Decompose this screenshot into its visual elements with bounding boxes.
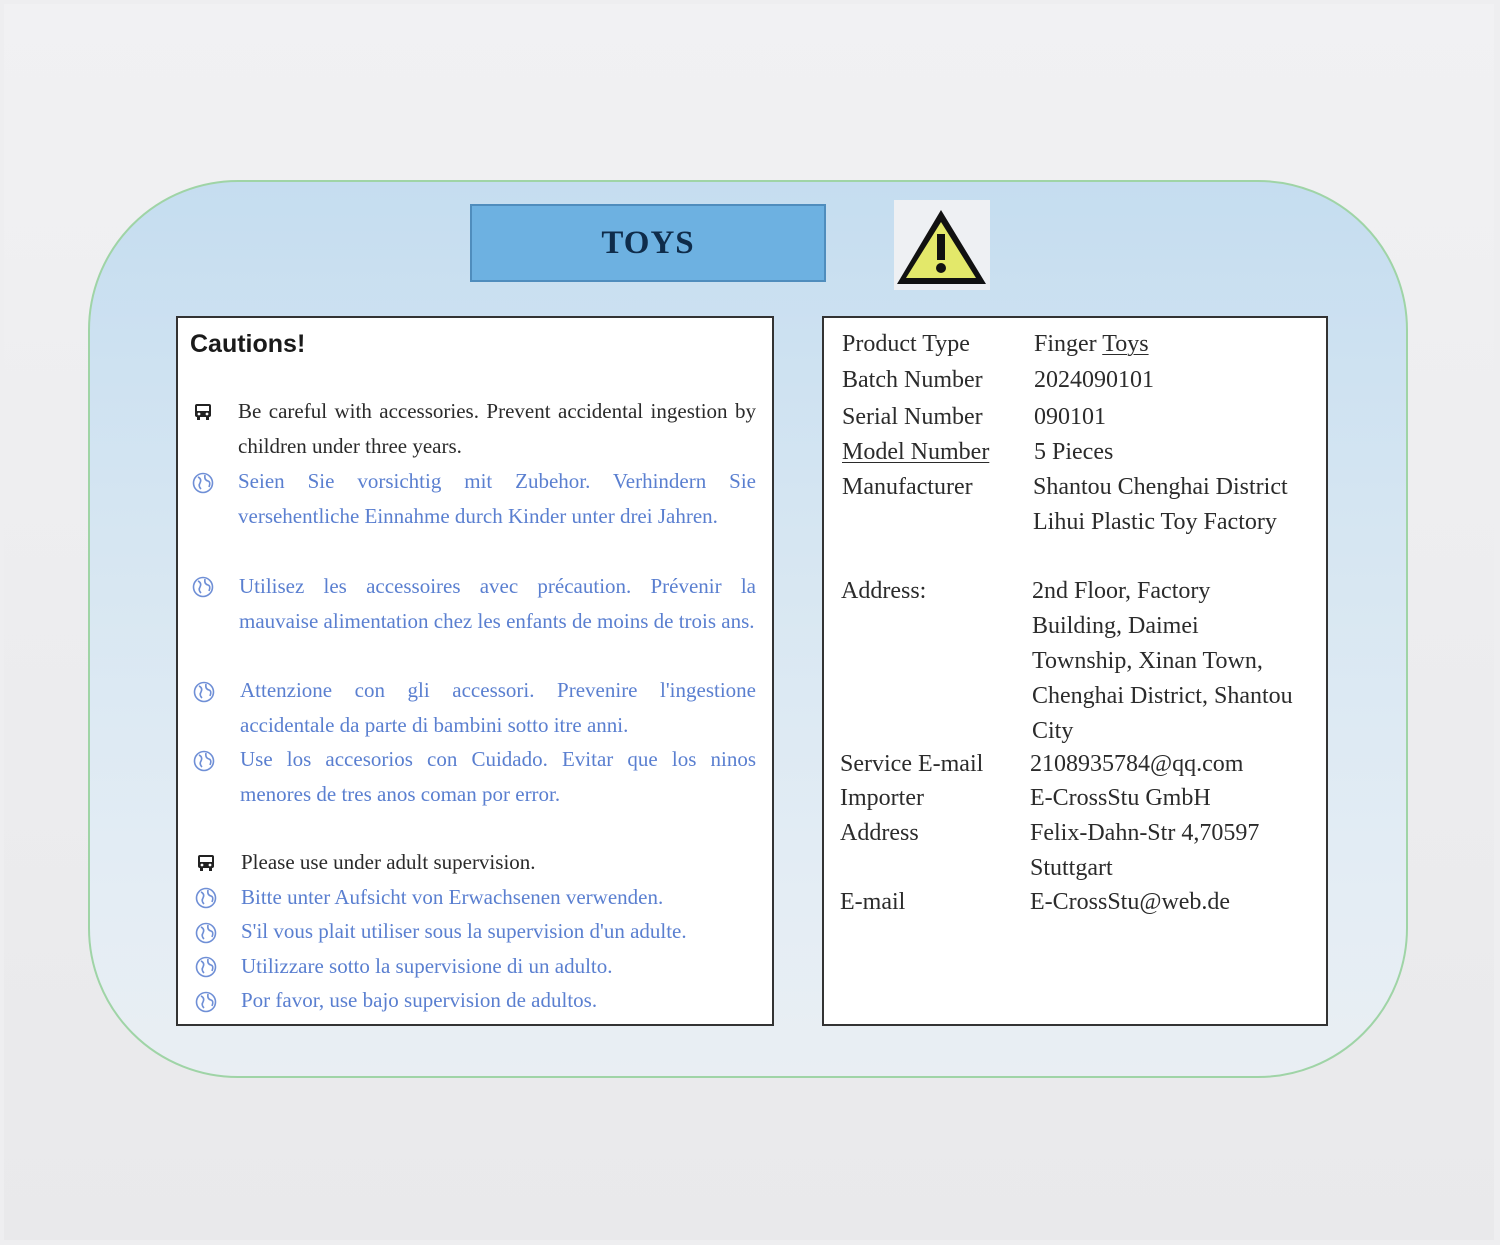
globe-icon bbox=[193, 681, 215, 703]
importer-address-label: Address bbox=[840, 820, 919, 846]
service-email-label: Service E-mail bbox=[840, 751, 984, 777]
globe-icon bbox=[195, 922, 217, 944]
globe-icon bbox=[195, 887, 217, 909]
importer-label: Importer bbox=[840, 785, 924, 811]
serial-number-value: 090101 bbox=[1034, 404, 1106, 430]
service-email-value: 2108935784@qq.com bbox=[1030, 751, 1244, 777]
globe-icon bbox=[195, 991, 217, 1013]
model-number-value: 5 Pieces bbox=[1034, 439, 1114, 465]
caution-it-2: Utilizzare sotto la supervisione di un adulto. bbox=[241, 954, 613, 978]
manufacturer-label: Manufacturer bbox=[842, 474, 973, 500]
product-type-label: Product Type bbox=[842, 331, 970, 357]
globe-icon bbox=[195, 956, 217, 978]
bus-icon bbox=[195, 852, 217, 874]
caution-de-2: Bitte unter Aufsicht von Erwachsenen verwenden. bbox=[241, 885, 664, 909]
batch-number-label: Batch Number bbox=[842, 367, 983, 393]
batch-number-value: 2024090101 bbox=[1034, 367, 1154, 393]
importer-address-value: Felix-Dahn-Str 4,70597 Stuttgart bbox=[1030, 820, 1260, 881]
product-type-value bbox=[1034, 327, 1149, 362]
caution-fr-1: Utilisez les accessoires avec précaution. Prévenir la mauvaise alimentation chez les enfants de moins de trois ans. bbox=[239, 574, 756, 633]
title-text: TOYS bbox=[601, 224, 695, 261]
serial-number-label: Serial Number bbox=[842, 404, 983, 430]
globe-icon bbox=[192, 472, 214, 494]
caution-de-1: Seien Sie vorsichtig mit Zubehor. Verhindern Sie versehentliche Einnahme durch Kinder unter drei Jahren. bbox=[238, 469, 756, 528]
warning-triangle-icon bbox=[894, 200, 990, 290]
globe-icon bbox=[193, 750, 215, 772]
email-label: E-mail bbox=[840, 889, 906, 915]
address-value: 2nd Floor, Factory Building, Daimei Township, Xinan Town, Chenghai District, Shantou City bbox=[1032, 578, 1293, 744]
email-value: E-CrossStu@web.de bbox=[1030, 889, 1231, 915]
manufacturer-value: Shantou Chenghai District Lihui Plastic Toy Factory bbox=[1033, 474, 1288, 535]
globe-icon bbox=[192, 576, 214, 598]
caution-es-2: Por favor, use bajo supervision de adultos. bbox=[241, 988, 598, 1012]
caution-en-1: Be careful with accessories. Prevent accidental ingestion by children under three years. bbox=[238, 399, 756, 458]
caution-es-1: Use los accesorios con Cuidado. Evitar que los ninos menores de tres anos coman por error. bbox=[240, 747, 756, 806]
product-type-value-underlined: Toys bbox=[1102, 331, 1149, 357]
caution-fr-2: S'il vous plait utiliser sous la supervision d'un adulte. bbox=[241, 919, 687, 943]
title-banner bbox=[470, 204, 826, 282]
address-label: Address: bbox=[841, 578, 927, 604]
product-type-value-word: Finger bbox=[1034, 331, 1097, 357]
caution-it-1: Attenzione con gli accessori. Prevenire l'ingestione accidentale da parte di bambini sotto itre anni. bbox=[240, 678, 756, 737]
importer-value: E-CrossStu GmbH bbox=[1030, 785, 1211, 811]
caution-en-2: Please use under adult supervision. bbox=[241, 850, 536, 874]
bus-icon bbox=[192, 401, 214, 423]
model-number-label: Model Number bbox=[842, 439, 990, 465]
cautions-heading: Cautions! bbox=[190, 330, 306, 358]
